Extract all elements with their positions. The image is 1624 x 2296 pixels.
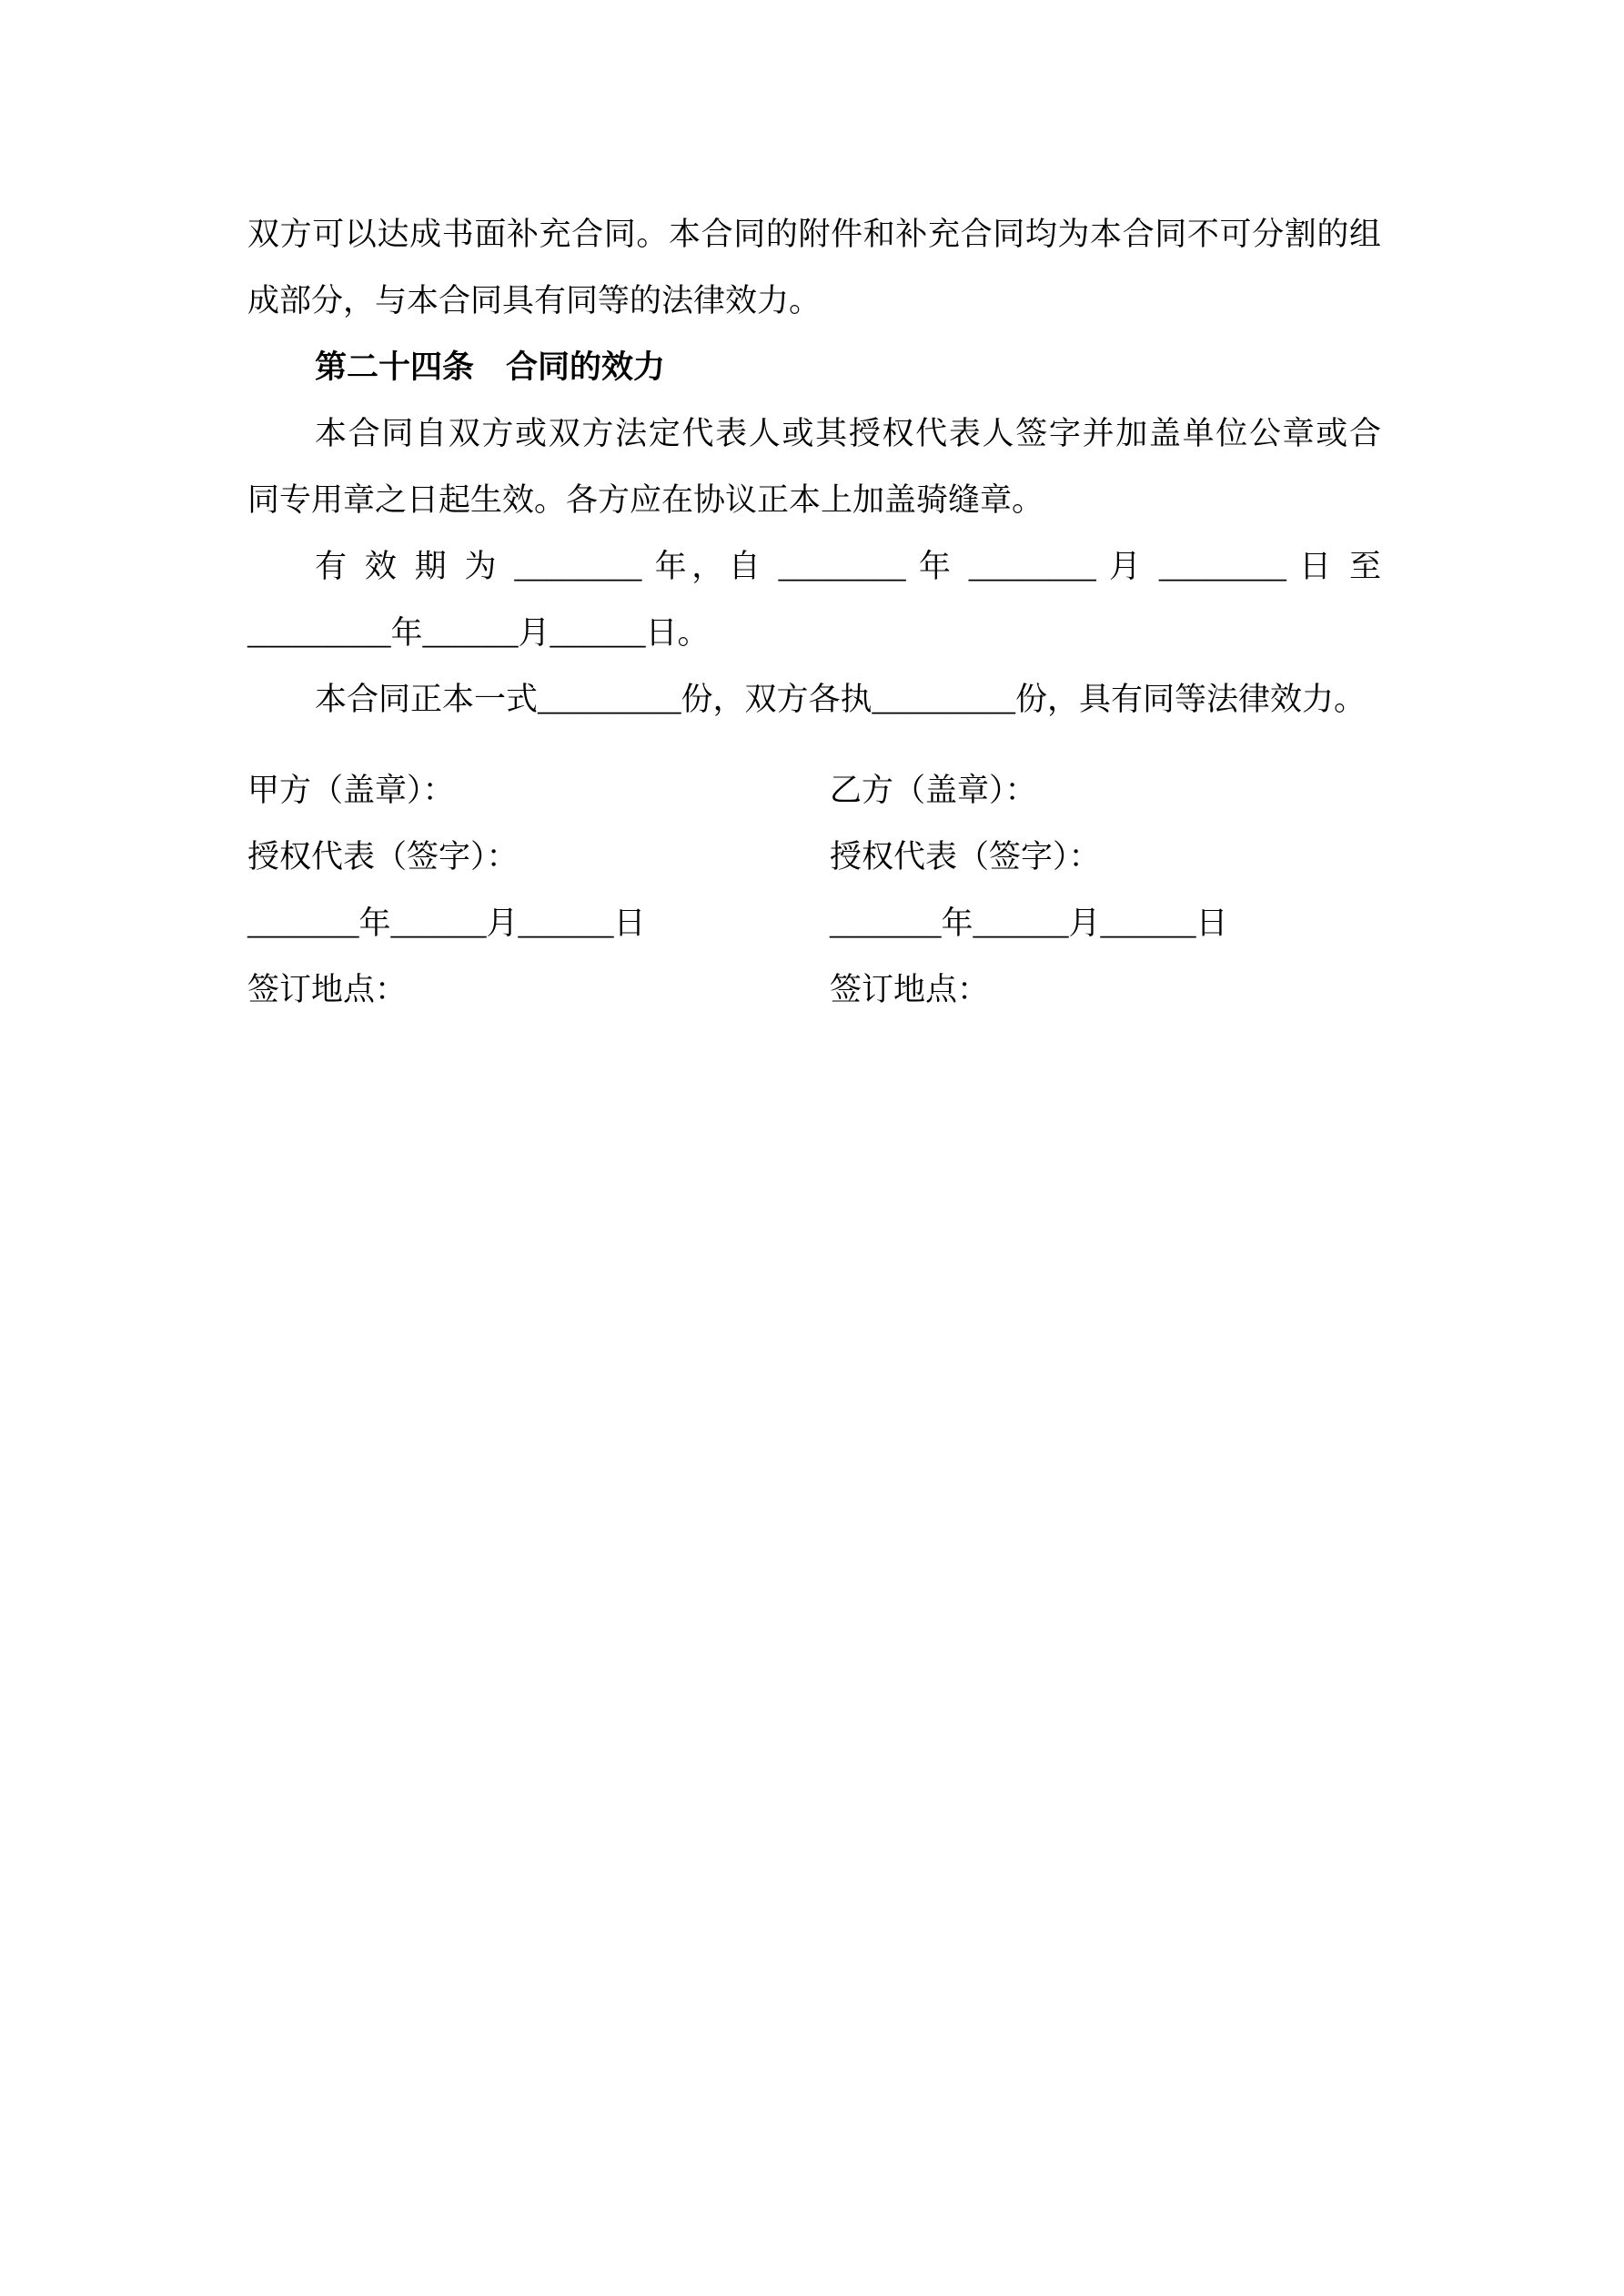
party-b-signing-place-label: 签订地点： (830, 972, 990, 1007)
party-b-date-blank: _______年______月______日 (830, 905, 1228, 941)
signature-row-place (247, 956, 1381, 1023)
article-24-heading: 第二十四条 合同的效力 (315, 349, 666, 385)
body-line-supplement-1: 双方可以达成书面补充合同。本合同的附件和补充合同均为本合同不可分割的组 (247, 217, 1381, 252)
party-a-date-blank: _______年______月______日 (247, 905, 646, 941)
party-a-seal-label: 甲方（盖章）： (247, 773, 455, 808)
signature-row-representative (247, 824, 1381, 890)
validity-period-line-2: _________年______月______日。 (247, 615, 710, 651)
signature-row-party (247, 757, 1381, 824)
document-body (247, 201, 1381, 1023)
signature-block (247, 757, 1381, 1023)
body-line-effectiveness-1: 本合同自双方或双方法定代表人或其授权代表人签字并加盖单位公章或合 (315, 416, 1381, 451)
party-b-seal-label: 乙方（盖章）： (830, 773, 1037, 808)
body-line-effectiveness-2: 同专用章之日起生效。各方应在协议正本上加盖骑缝章。 (247, 482, 1044, 518)
validity-period-line-1: 有 效 期 为 ________ 年，自 ________ 年 ________ 月 ________ 日 至 (315, 549, 1381, 584)
party-a-representative-label: 授权代表（签字）： (247, 839, 519, 875)
signature-row-date (247, 890, 1381, 956)
copies-line: 本合同正本一式_________份，双方各执_________份，具有同等法律效力。 (315, 682, 1367, 717)
party-b-representative-label: 授权代表（签字）： (830, 839, 1101, 875)
body-line-supplement-2: 成部分，与本合同具有同等的法律效力。 (247, 283, 822, 319)
party-a-signing-place-label: 签订地点： (247, 972, 408, 1007)
